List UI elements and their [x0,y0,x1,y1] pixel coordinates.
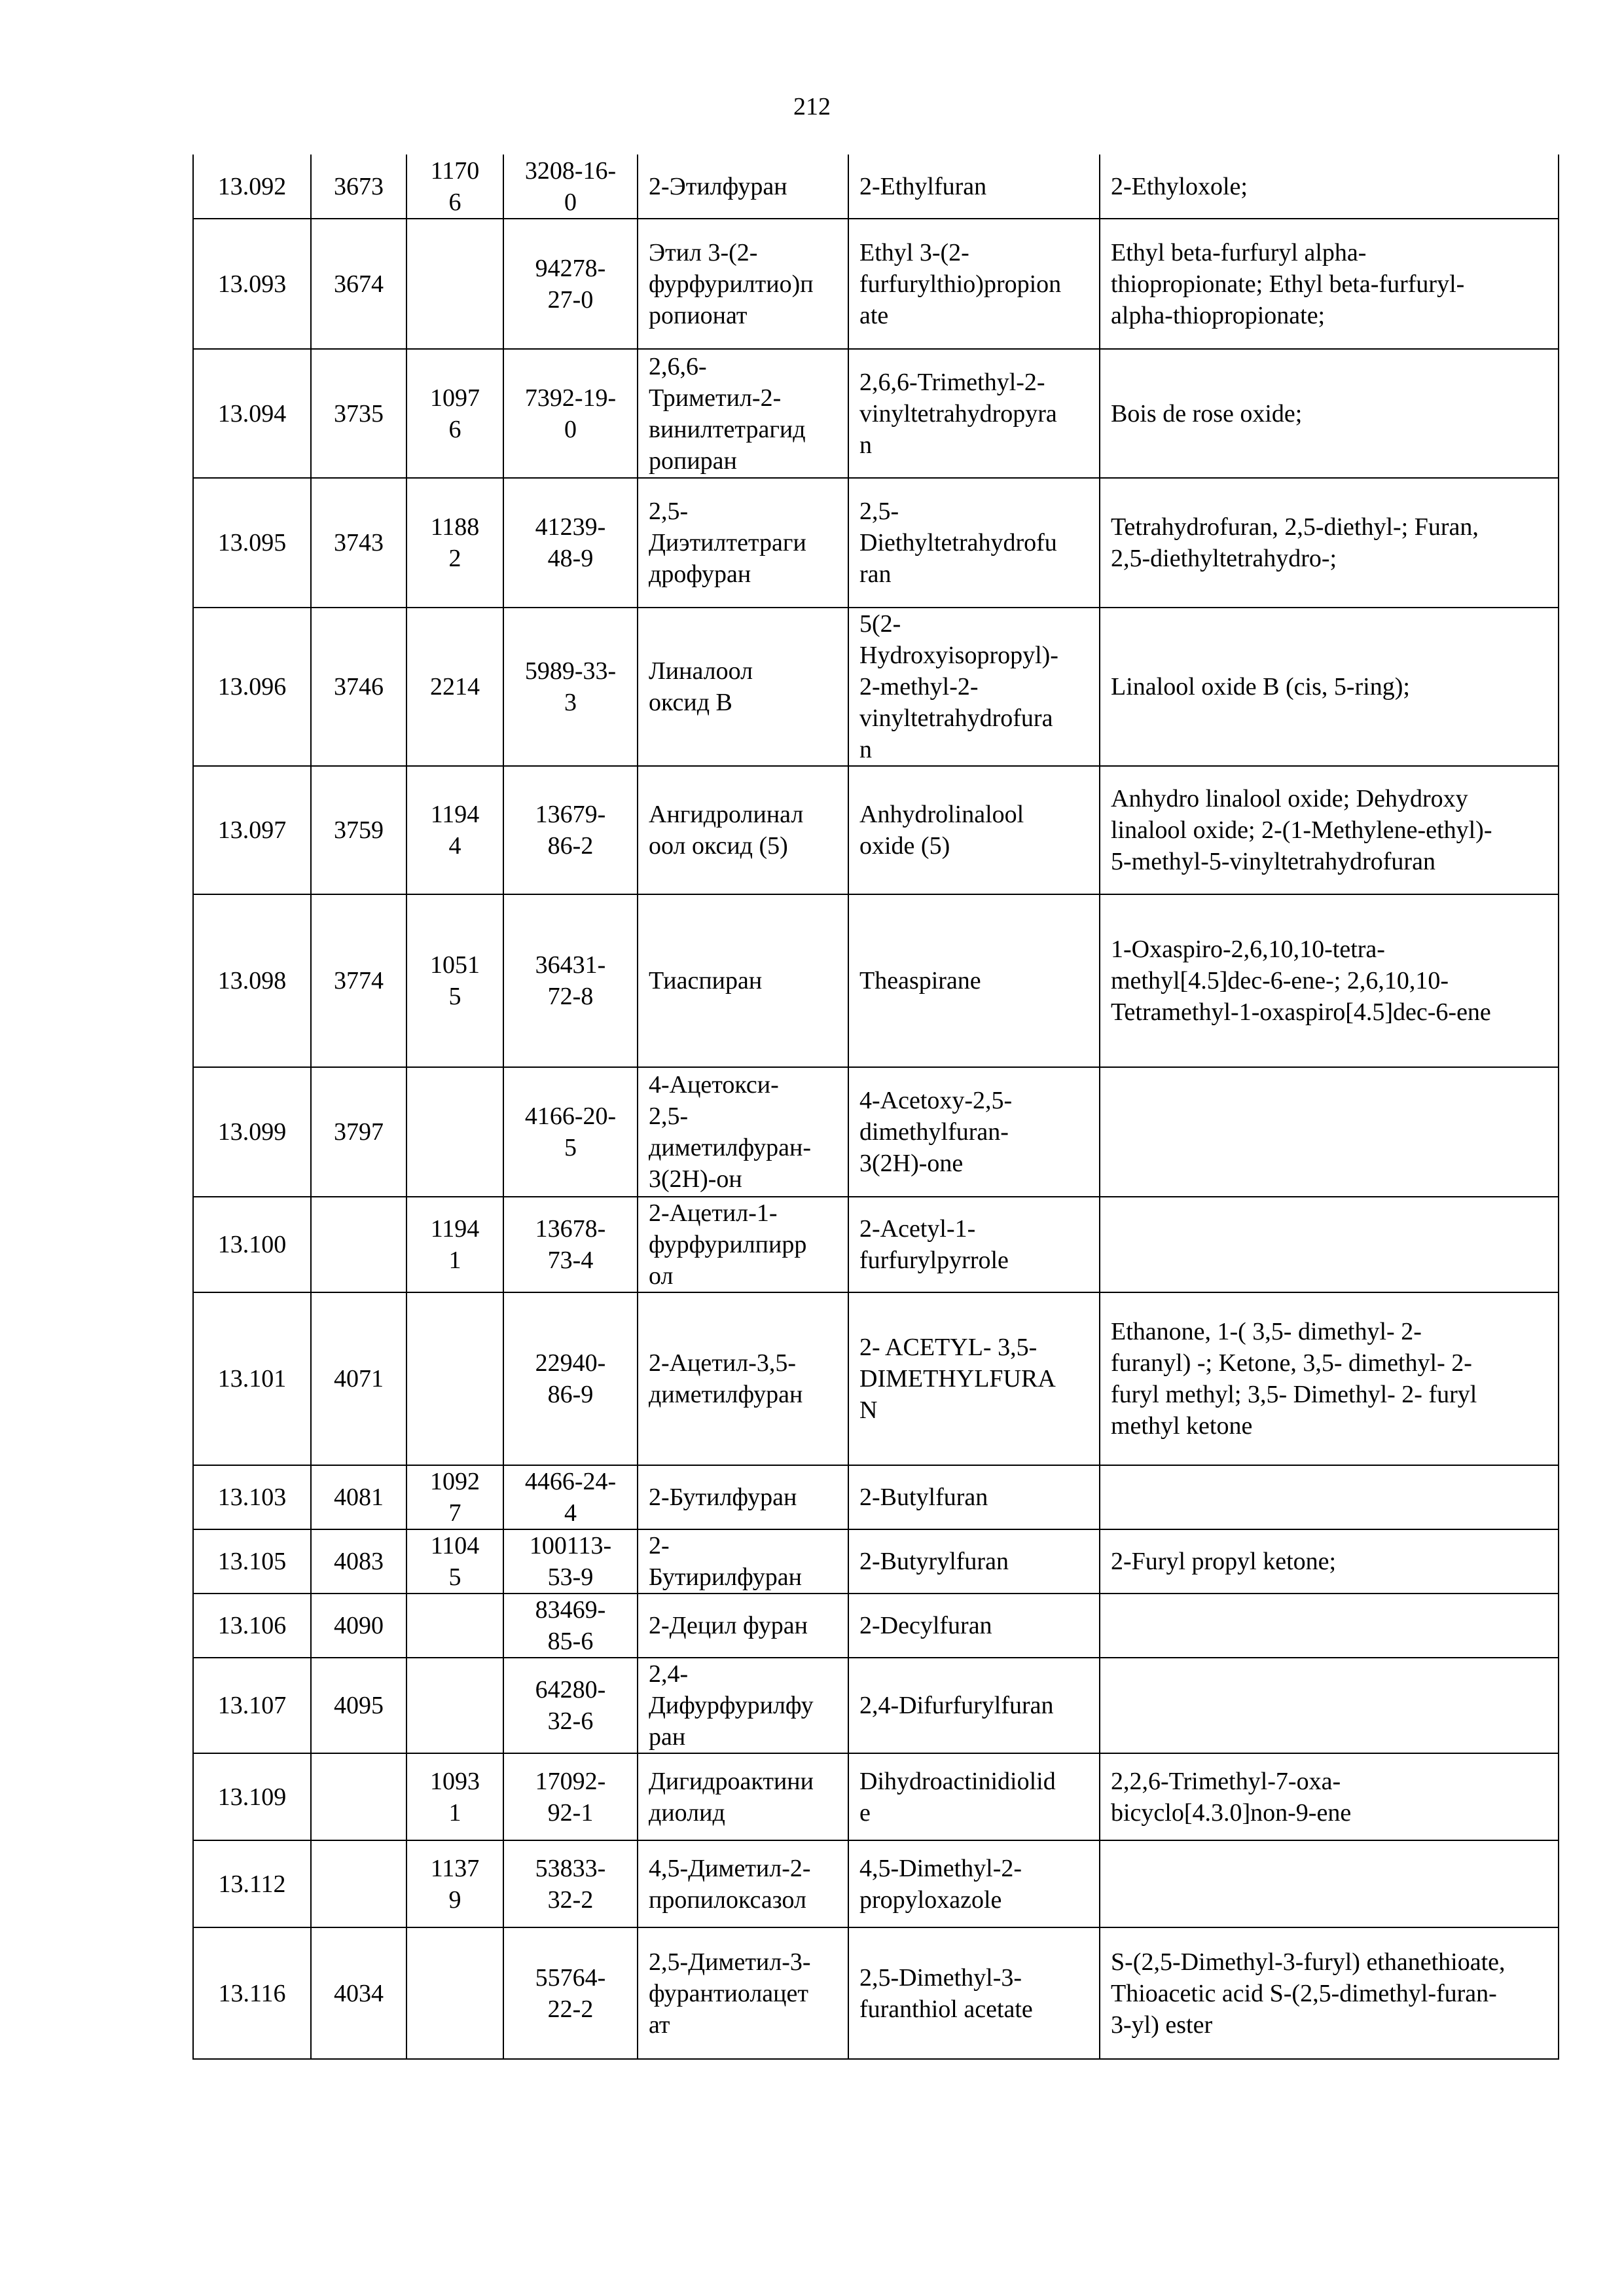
jecfa-number-cell: 4090 [311,1594,406,1658]
coe-number-cell: 1092 7 [406,1465,503,1529]
synonyms-cell: Ethanone, 1-( 3,5- dimethyl- 2- furanyl) -; Ketone, 3,5- dimethyl- 2- furyl methyl; 3,5- Dimethyl- 2- furyl methyl ketone [1100,1292,1559,1465]
jecfa-number-cell: 3743 [311,478,406,608]
coe-number-cell [406,1292,503,1465]
cas-number-cell: 22940- 86-9 [503,1292,638,1465]
synonyms-cell [1100,1840,1559,1927]
table-row [193,894,1559,1067]
cas-number-cell: 13679- 86-2 [503,766,638,894]
coe-number-cell: 1104 5 [406,1529,503,1594]
table-row [193,1753,1559,1840]
english-name-cell: Dihydroactinidiolid e [848,1753,1100,1840]
synonyms-cell: Bois de rose oxide; [1100,349,1559,478]
coe-number-cell: 1137 9 [406,1840,503,1927]
cas-number-cell: 4466-24- 4 [503,1465,638,1529]
synonyms-cell: Anhydro linalool oxide; Dehydroxy linalool oxide; 2-(1-Methylene-ethyl)- 5-methyl-5-vinyltetrahydrofuran [1100,766,1559,894]
coe-number-cell [406,219,503,349]
fl-number-cell: 13.094 [193,349,311,478]
table-row [193,1927,1559,2059]
coe-number-cell: 1097 6 [406,349,503,478]
synonyms-cell [1100,1465,1559,1529]
table-row [193,1465,1559,1529]
fl-number-cell: 13.105 [193,1529,311,1594]
fl-number-cell: 13.097 [193,766,311,894]
synonyms-cell: 2,2,6-Trimethyl-7-oxa- bicyclo[4.3.0]non-9-ene [1100,1753,1559,1840]
russian-name-cell: Линалоол оксид B [638,608,848,766]
jecfa-number-cell [311,1753,406,1840]
russian-name-cell: 2-Бутилфуран [638,1465,848,1529]
jecfa-number-cell: 4095 [311,1658,406,1753]
flavouring-substances-table [192,155,1559,2060]
synonyms-cell: 2-Ethyloxole; [1100,155,1559,219]
russian-name-cell: 4-Ацетокси- 2,5- диметилфуран- 3(2H)-он [638,1067,848,1197]
fl-number-cell: 13.099 [193,1067,311,1197]
coe-number-cell: 1188 2 [406,478,503,608]
cas-number-cell: 4166-20- 5 [503,1067,638,1197]
synonyms-cell [1100,1658,1559,1753]
english-name-cell: Ethyl 3-(2- furfurylthio)propion ate [848,219,1100,349]
synonyms-cell: 2-Furyl propyl ketone; [1100,1529,1559,1594]
english-name-cell: 2-Butyrylfuran [848,1529,1100,1594]
russian-name-cell: 2,5- Диэтилтетраги дрофуран [638,478,848,608]
english-name-cell: 4-Acetoxy-2,5- dimethylfuran- 3(2H)-one [848,1067,1100,1197]
table-row [193,1529,1559,1594]
cas-number-cell: 94278- 27-0 [503,219,638,349]
cas-number-cell: 36431- 72-8 [503,894,638,1067]
table-row [193,1067,1559,1197]
cas-number-cell: 100113- 53-9 [503,1529,638,1594]
jecfa-number-cell: 3774 [311,894,406,1067]
jecfa-number-cell [311,1840,406,1927]
english-name-cell: 2-Acetyl-1- furfurylpyrrole [848,1197,1100,1292]
fl-number-cell: 13.100 [193,1197,311,1292]
coe-number-cell: 1194 4 [406,766,503,894]
russian-name-cell: 2- Бутирилфуран [638,1529,848,1594]
synonyms-cell: Tetrahydrofuran, 2,5-diethyl-; Furan, 2,5-diethyltetrahydro-; [1100,478,1559,608]
cas-number-cell: 64280- 32-6 [503,1658,638,1753]
cas-number-cell: 17092- 92-1 [503,1753,638,1840]
coe-number-cell: 2214 [406,608,503,766]
coe-number-cell [406,1658,503,1753]
jecfa-number-cell: 3759 [311,766,406,894]
english-name-cell: 2-Ethylfuran [848,155,1100,219]
coe-number-cell: 1051 5 [406,894,503,1067]
table-row [193,766,1559,894]
fl-number-cell: 13.095 [193,478,311,608]
synonyms-cell: 1-Oxaspiro-2,6,10,10-tetra- methyl[4.5]dec-6-ene-; 2,6,10,10- Tetramethyl-1-oxaspiro[4.5]dec-6-ene [1100,894,1559,1067]
cas-number-cell: 3208-16- 0 [503,155,638,219]
fl-number-cell: 13.098 [193,894,311,1067]
cas-number-cell: 53833- 32-2 [503,1840,638,1927]
fl-number-cell: 13.093 [193,219,311,349]
jecfa-number-cell: 4083 [311,1529,406,1594]
english-name-cell: 2-Decylfuran [848,1594,1100,1658]
russian-name-cell: Дигидроактини диолид [638,1753,848,1840]
fl-number-cell: 13.092 [193,155,311,219]
table-row [193,155,1559,219]
coe-number-cell: 1093 1 [406,1753,503,1840]
cas-number-cell: 41239- 48-9 [503,478,638,608]
synonyms-cell [1100,1594,1559,1658]
fl-number-cell: 13.096 [193,608,311,766]
jecfa-number-cell: 3797 [311,1067,406,1197]
fl-number-cell: 13.109 [193,1753,311,1840]
jecfa-number-cell: 3735 [311,349,406,478]
table-row [193,1658,1559,1753]
table-row [193,1594,1559,1658]
russian-name-cell: Ангидролинал оол оксид (5) [638,766,848,894]
russian-name-cell: 2,5-Диметил-3- фурантиолацет ат [638,1927,848,2059]
russian-name-cell: 2-Ацетил-3,5- диметилфуран [638,1292,848,1465]
russian-name-cell: 2-Этилфуран [638,155,848,219]
russian-name-cell: Тиаспиран [638,894,848,1067]
fl-number-cell: 13.103 [193,1465,311,1529]
synonyms-cell: S-(2,5-Dimethyl-3-furyl) ethanethioate, Thioacetic acid S-(2,5-dimethyl-furan- 3-yl) ester [1100,1927,1559,2059]
table-row [193,608,1559,766]
synonyms-cell [1100,1197,1559,1292]
fl-number-cell: 13.101 [193,1292,311,1465]
english-name-cell: 4,5-Dimethyl-2- propyloxazole [848,1840,1100,1927]
page-number: 212 [793,93,831,120]
coe-number-cell [406,1594,503,1658]
russian-name-cell: 4,5-Диметил-2- пропилоксазол [638,1840,848,1927]
cas-number-cell: 13678- 73-4 [503,1197,638,1292]
table-row [193,1840,1559,1927]
table-row [193,1292,1559,1465]
cas-number-cell: 83469- 85-6 [503,1594,638,1658]
jecfa-number-cell: 4034 [311,1927,406,2059]
english-name-cell: 5(2- Hydroxyisopropyl)- 2-methyl-2- vinyltetrahydrofura n [848,608,1100,766]
jecfa-number-cell: 4071 [311,1292,406,1465]
fl-number-cell: 13.112 [193,1840,311,1927]
english-name-cell: 2- ACETYL- 3,5- DIMETHYLFURA N [848,1292,1100,1465]
english-name-cell: 2,6,6-Trimethyl-2- vinyltetrahydropyra n [848,349,1100,478]
fl-number-cell: 13.106 [193,1594,311,1658]
russian-name-cell: Этил 3-(2- фурфурилтио)п ропионат [638,219,848,349]
jecfa-number-cell: 4081 [311,1465,406,1529]
synonyms-cell: Linalool oxide B (cis, 5-ring); [1100,608,1559,766]
russian-name-cell: 2-Ацетил-1- фурфурилпирр ол [638,1197,848,1292]
coe-number-cell: 1194 1 [406,1197,503,1292]
cas-number-cell: 55764- 22-2 [503,1927,638,2059]
russian-name-cell: 2,6,6- Триметил-2- винилтетрагид ропиран [638,349,848,478]
jecfa-number-cell: 3746 [311,608,406,766]
english-name-cell: 2-Butylfuran [848,1465,1100,1529]
english-name-cell: Anhydrolinalool oxide (5) [848,766,1100,894]
synonyms-cell [1100,1067,1559,1197]
table-row [193,1197,1559,1292]
cas-number-cell: 7392-19- 0 [503,349,638,478]
russian-name-cell: 2-Децил фуран [638,1594,848,1658]
table-row [193,219,1559,349]
english-name-cell: 2,5- Diethyltetrahydrofu ran [848,478,1100,608]
coe-number-cell: 1170 6 [406,155,503,219]
cas-number-cell: 5989-33- 3 [503,608,638,766]
coe-number-cell [406,1927,503,2059]
english-name-cell: Theaspirane [848,894,1100,1067]
english-name-cell: 2,5-Dimethyl-3- furanthiol acetate [848,1927,1100,2059]
jecfa-number-cell: 3673 [311,155,406,219]
synonyms-cell: Ethyl beta-furfuryl alpha- thiopropionate; Ethyl beta-furfuryl- alpha-thiopropionate; [1100,219,1559,349]
coe-number-cell [406,1067,503,1197]
english-name-cell: 2,4-Difurfurylfuran [848,1658,1100,1753]
fl-number-cell: 13.107 [193,1658,311,1753]
fl-number-cell: 13.116 [193,1927,311,2059]
table-row [193,349,1559,478]
russian-name-cell: 2,4- Дифурфурилфу ран [638,1658,848,1753]
table-row [193,478,1559,608]
jecfa-number-cell: 3674 [311,219,406,349]
jecfa-number-cell [311,1197,406,1292]
